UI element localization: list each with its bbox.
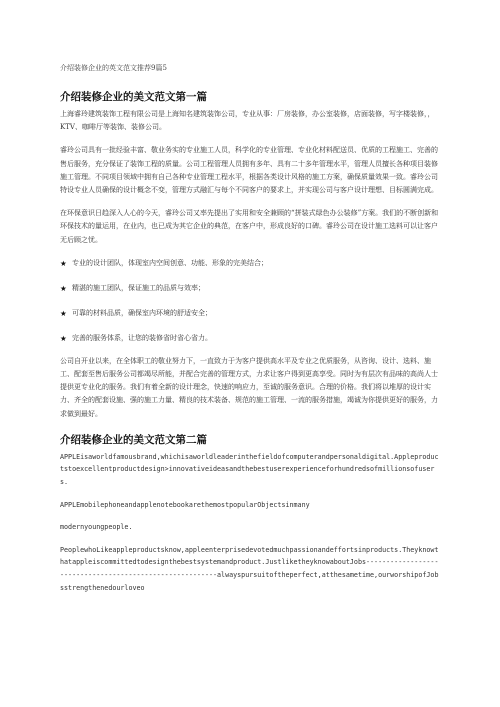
section-1-heading: 介绍装修企业的美文范文第一篇 — [60, 91, 207, 103]
star-icon: ★ — [60, 258, 67, 268]
bullet-text: 精湛的施工团队，保证施工的品质与效率； — [72, 283, 205, 292]
section-1-paragraph-3: 在环保意识日趋深入人心的今天，睿玲公司又率先提出了实用和安全兼顾的“拼装式绿色办公装修”方案。我们的不断创新和环保技术的量运用，在业内，也已成为其它企业的典范，在客户中，形成良好的口碑。睿玲公司在设计施工选料可以让客户无后顾之忧。 — [60, 209, 439, 244]
section-1-paragraph-1: 上海睿玲建筑装饰工程有限公司是上海知名建筑装饰公司，专业从事：厂房装修，办公室装修，店面装修，写字楼装修，，KTV、咖啡厅等装饰、装修公司。 — [60, 110, 435, 132]
document-page — [60, 0, 440, 594]
section-2-heading: 介绍装修企业的美文范文第二篇 — [60, 433, 207, 446]
star-icon: ★ — [60, 308, 67, 318]
bullet-item — [60, 332, 440, 345]
bullet-item — [60, 257, 440, 270]
bullet-item — [60, 307, 440, 320]
section-2-paragraph-4: PeoplewhoLikeappleproductsknow,appleenterprisedevotedmuchpassionandeffortsinproducts.Theyknowthatappleiscommittedtodesignthebestsystemandproduct.JustliketheyknowaboutJobs---------------------------------------------------------alwayspursuitoftheperfect,atthesametime,ourworshipofJobsstrengthenedourloveo — [60, 545, 439, 592]
bullet-text: 专业的设计团队，体现室内空间创意、功能、形象的完美结合； — [72, 258, 268, 267]
document-title: 介绍装修企业的英文范文推荐9篇5 — [60, 64, 167, 72]
star-icon: ★ — [60, 283, 67, 293]
bullet-text: 可靠的材料品质，确保室内环境的舒适安全； — [72, 308, 212, 317]
bullet-item — [60, 282, 440, 295]
star-icon: ★ — [60, 333, 67, 343]
section-1-paragraph-2: 睿玲公司具有一批经验丰富、敬业务实的专业施工人员，科学化的专业管理、专业化材料配送员、优质的工程施工、完善的售后服务，充分保证了装饰工程的质量。公司工程管理人员拥有多年、具有二十多年管理水平，管理人员擅长各种项目装修施工管理。不同项目领域中拥有自己各种专业管理工程水平，根据各类设计风格的施工方案，确保质量效果一致。睿玲公司特设专业人员确保的设计概念不变，管理方式融汇与每个不同客户的要求上，并实现公司与客户设计理想、目标圆满完成。 — [60, 146, 438, 195]
section-2-paragraph-3: modernyoungpeople. — [60, 523, 133, 532]
section-1-paragraph-4: 公司自开业以来，在全体职工的敬业努力下，一直致力于为客户提供高水平及专业之优质服务，从咨询、设计、选料、施工、配套至售后服务公司都竭尽所能，并配合完善的管理方式，力求让客户得到更高享受。同时为有层次有品味的高尚人士提供更专业化的服务。我们有着全新的设计理念，快速的响应力，至诚的服务意识。合理的价格。我们将以堆厚的设计实力、齐全的配套设施、强的施工力量、精良的技术装备、规范的施工管理、一流的服务措施，竭诚为你提供更好的服务，力求做到最好。 — [60, 356, 438, 418]
bullet-text: 完善的服务体系，让您的装修省时省心省力。 — [72, 333, 212, 342]
section-2-paragraph-2: APPLEmobilephoneandapplenotebookarethemostpopularObjectsinmany — [60, 500, 310, 509]
section-2-paragraph-1: APPLEisaworldfamousbrand,whichisaworldleaderinthefieldofcomputerandpersonaldigital.Appleproductstoexcellentproductdesign>innovativeideasandthebestuserexperienceforhundredsofmillionsofusers. — [60, 452, 439, 487]
